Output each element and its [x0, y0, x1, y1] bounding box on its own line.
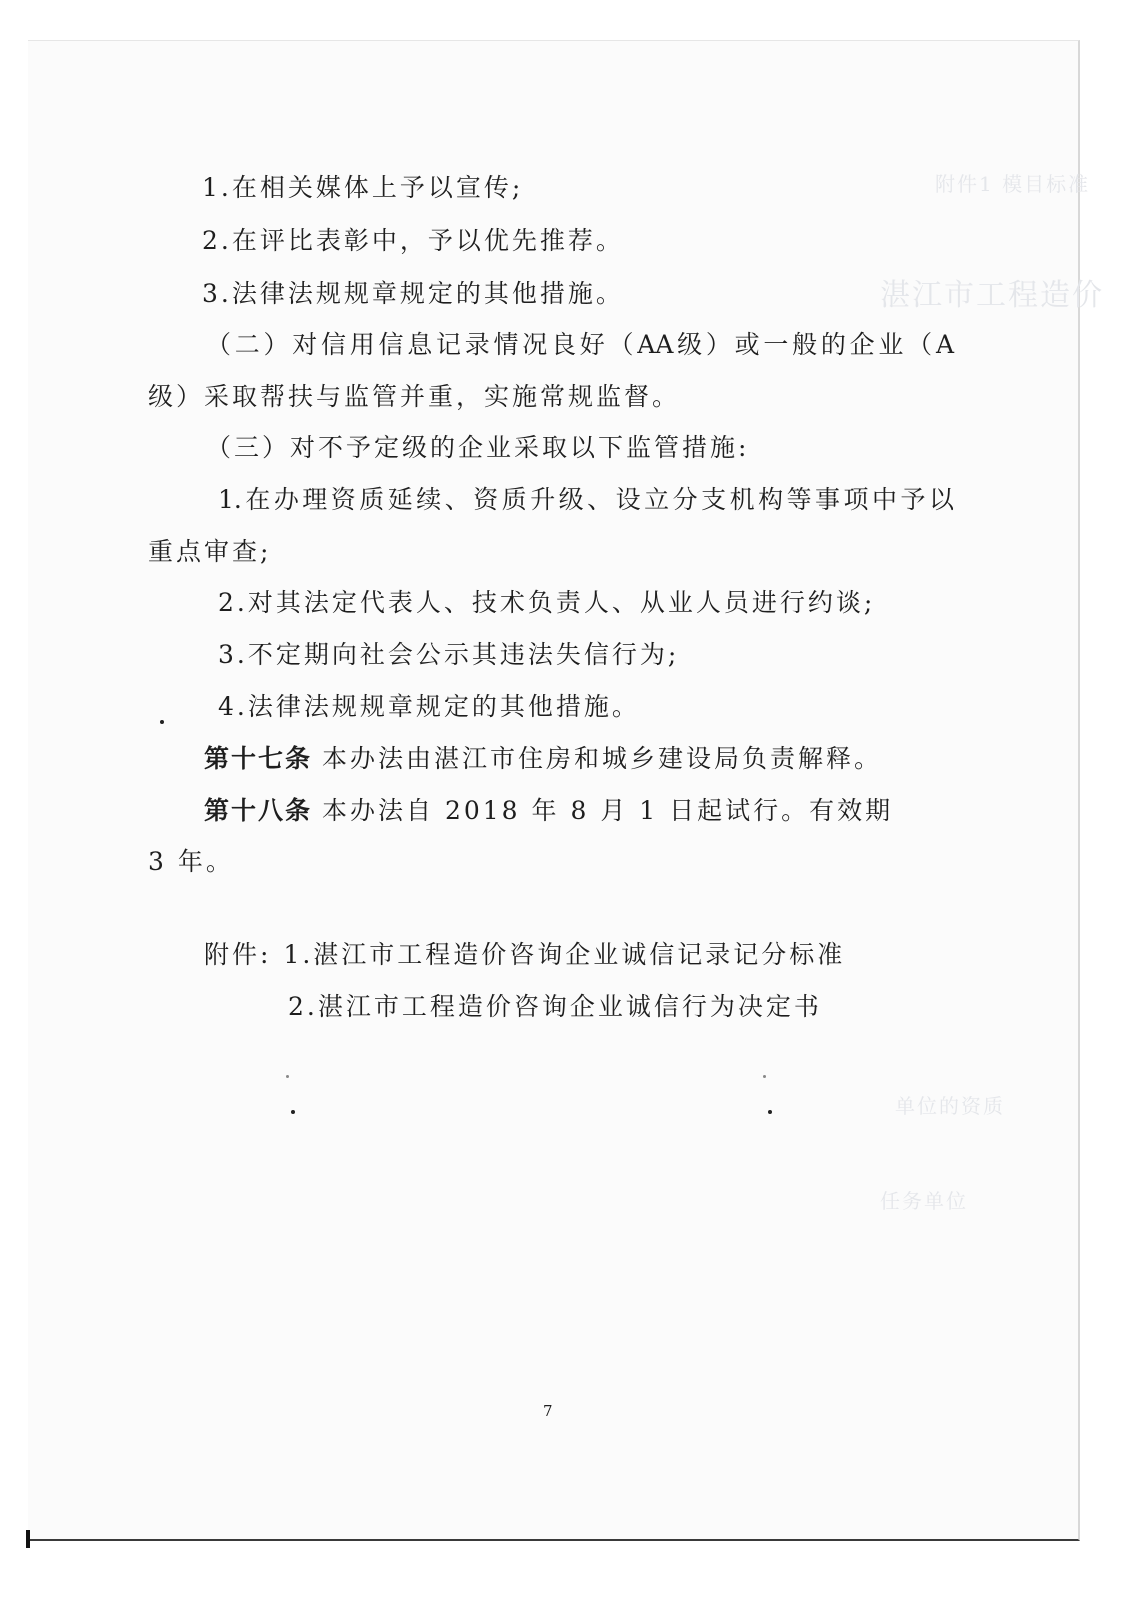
- attachment-line-1: [204, 940, 845, 970]
- scan-speck: [763, 1075, 766, 1078]
- supervision-item-1-line-2: 重点审查;: [148, 537, 272, 566]
- measure-item-3: 3.法律法规规章规定的其他措施。: [202, 279, 624, 308]
- page-number: 7: [543, 1402, 553, 1420]
- article-17-heading: 第十七条: [204, 744, 313, 773]
- scanned-page: [28, 40, 1080, 1541]
- attachment-label: 附件:: [204, 940, 272, 969]
- bleed-through-text: 附件1 模目标准: [935, 172, 1091, 196]
- attachment-item-1: 1.湛江市工程造价咨询企业诚信记录记分标准: [283, 940, 846, 969]
- scan-speck: [160, 720, 164, 724]
- measure-item-1: 1.在相关媒体上予以宣传;: [202, 173, 524, 202]
- article-18-text: 本办法自 2018 年 8 月 1 日起试行。有效期: [322, 796, 894, 825]
- article-18: [204, 796, 893, 826]
- supervision-item-3: 3.不定期向社会公示其违法失信行为;: [218, 640, 680, 669]
- clause-two-line-1: （二）对信用信息记录情况良好（AA级）或一般的企业（A: [206, 330, 954, 359]
- supervision-item-4: 4.法律法规规章规定的其他措施。: [218, 692, 640, 721]
- article-17: [204, 744, 882, 774]
- article-18-heading: 第十八条: [204, 796, 313, 825]
- scan-edge-mark: [26, 1530, 30, 1548]
- bleed-through-text: 湛江市工程造价: [880, 278, 1104, 313]
- measure-item-2: 2.在评比表彰中，予以优先推荐。: [202, 226, 624, 255]
- bleed-through-text: 任务单位: [880, 1189, 968, 1213]
- bleed-through-text: 单位的资质: [895, 1094, 1005, 1118]
- scan-speck: [291, 1110, 295, 1114]
- article-17-text: 本办法由湛江市住房和城乡建设局负责解释。: [322, 744, 883, 773]
- scan-speck: [286, 1075, 289, 1078]
- supervision-item-1-line-1: 1.在办理资质延续、资质升级、设立分支机构等事项中予以: [218, 485, 954, 514]
- clause-two-line-2: 级）采取帮扶与监管并重，实施常规监督。: [148, 382, 681, 411]
- supervision-item-2: 2.对其法定代表人、技术负责人、从业人员进行约谈;: [218, 588, 876, 617]
- attachment-item-2: 2.湛江市工程造价咨询企业诚信行为决定书: [288, 992, 822, 1021]
- scan-speck: [768, 1110, 772, 1114]
- clause-three: （三）对不予定级的企业采取以下监管措施:: [206, 433, 750, 462]
- article-18-continuation: 3 年。: [148, 847, 234, 876]
